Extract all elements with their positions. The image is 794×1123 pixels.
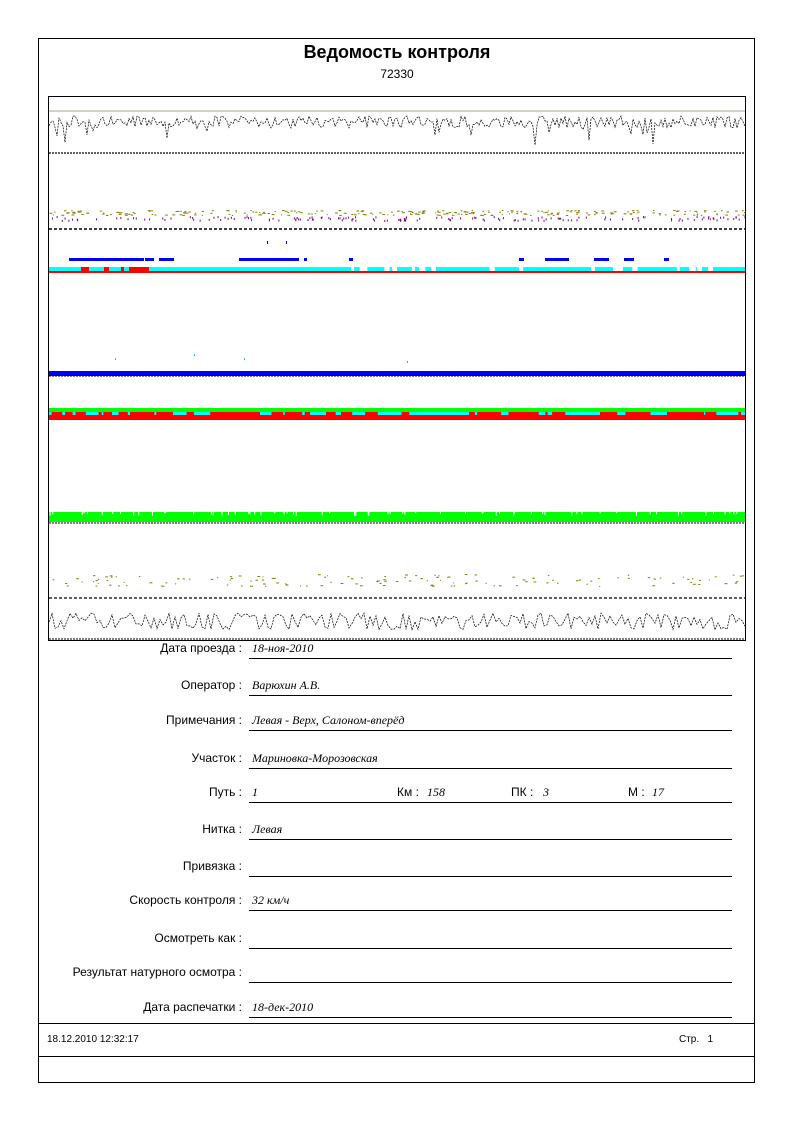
field-value: 18-дек-2010	[252, 1000, 314, 1014]
field-underline	[249, 839, 732, 840]
field-reference	[40, 859, 740, 879]
field-value: 1	[252, 785, 258, 799]
field-label: Путь :	[208, 785, 242, 799]
field-value: Варюхин А.В.	[252, 678, 321, 692]
field-pass-date	[40, 641, 740, 661]
field-underline	[249, 658, 732, 659]
pk-label: ПК :	[511, 785, 534, 799]
field-underline	[249, 695, 732, 696]
field-inspect-as	[40, 931, 740, 951]
km-value: 158	[427, 785, 445, 799]
field-label: Дата проезда :	[160, 641, 242, 655]
field-label: Дата распечатки :	[143, 1000, 242, 1014]
field-label: Привязка :	[182, 859, 242, 873]
field-underline	[249, 910, 732, 911]
field-notes	[40, 713, 740, 733]
field-value: Мариновка-Морозовская	[252, 751, 378, 765]
km-label: Км :	[397, 785, 419, 799]
field-label: Участок :	[191, 751, 242, 765]
field-underline	[249, 802, 732, 803]
field-label: Нитка :	[202, 822, 242, 836]
defectogram-plot	[49, 97, 746, 641]
field-underline	[249, 876, 732, 877]
field-value: Левая	[252, 822, 283, 836]
field-rail	[40, 822, 740, 842]
pk-value: 3	[543, 785, 549, 799]
field-operator	[40, 678, 740, 698]
field-label: Оператор :	[181, 678, 242, 692]
field-value: Левая - Верх, Салоном-вперёд	[252, 713, 405, 727]
page-number: 1	[707, 1034, 714, 1045]
m-value: 17	[652, 785, 664, 799]
field-label: Примечания :	[166, 713, 242, 727]
footer-divider	[38, 1023, 755, 1024]
page-label: Стр.	[679, 1034, 700, 1045]
field-track	[40, 785, 740, 805]
field-label: Результат натурного осмотра :	[72, 965, 242, 979]
document-title: Ведомость контроля	[303, 42, 491, 62]
print-timestamp: 18.12.2010 12:32:17	[47, 1034, 139, 1045]
field-section	[40, 751, 740, 771]
field-value: 32 км/ч	[252, 893, 290, 907]
footer-divider-bottom	[38, 1056, 755, 1057]
field-label: Осмотреть как :	[154, 931, 242, 945]
field-value: 18-ноя-2010	[252, 641, 314, 655]
document-number: 72330	[380, 67, 414, 81]
field-underline	[249, 948, 732, 949]
field-inspection-result	[40, 965, 740, 985]
field-speed	[40, 893, 740, 913]
field-underline	[249, 1017, 732, 1018]
field-label: Скорость контроля :	[129, 893, 242, 907]
field-underline	[249, 982, 732, 983]
page-indicator	[679, 1034, 713, 1045]
field-print-date	[40, 1000, 740, 1020]
defectogram-chart	[48, 96, 746, 641]
m-label: М :	[628, 785, 645, 799]
field-underline	[249, 730, 732, 731]
field-underline	[249, 768, 732, 769]
